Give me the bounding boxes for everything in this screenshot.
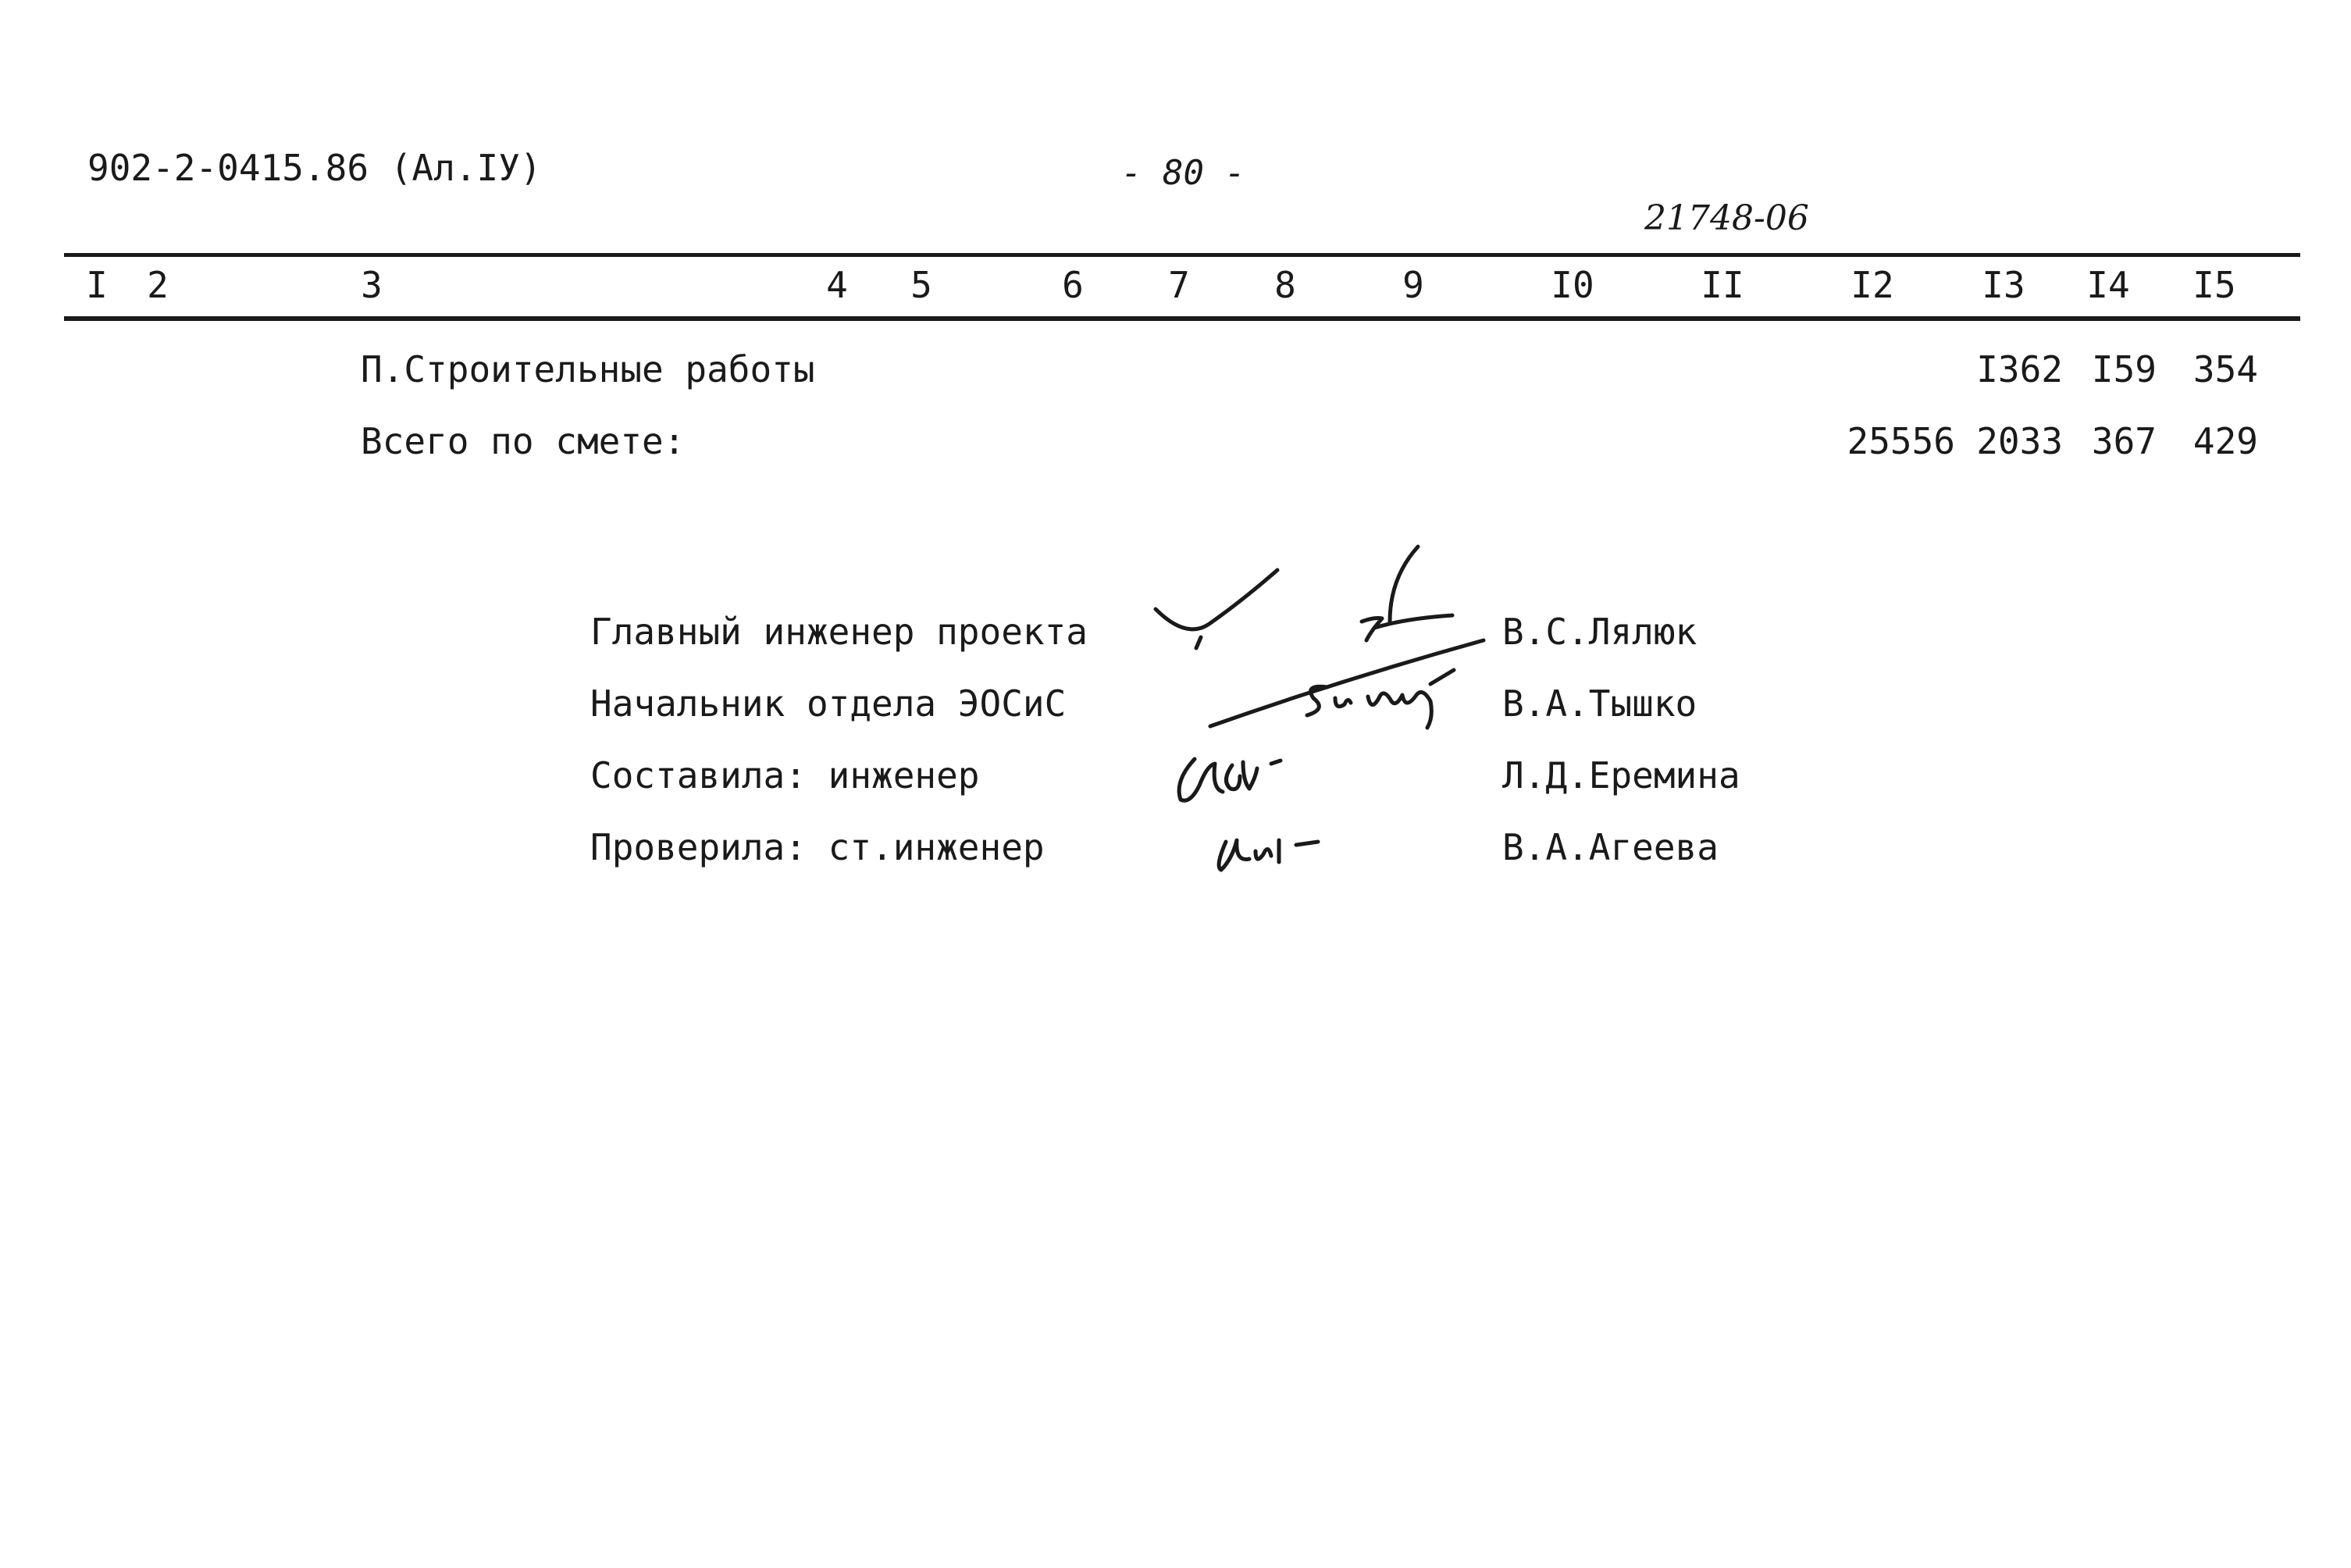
- signature-role: Проверила: ст.инженер: [590, 826, 1045, 868]
- cell-col13: I362: [1976, 348, 2063, 390]
- cell-col14: I59: [2091, 348, 2157, 390]
- column-header-12: I2: [1851, 264, 1894, 306]
- signature-role: Составила: инженер: [590, 754, 980, 796]
- column-header-13: I3: [1982, 264, 2025, 306]
- column-header-14: I4: [2086, 264, 2130, 306]
- signature-name: В.А.Агеева: [1502, 826, 1719, 868]
- signature-role: Главный инженер проекта: [590, 611, 1088, 653]
- column-header-11: II: [1701, 264, 1744, 306]
- column-header-1: I: [86, 264, 108, 306]
- column-header-8: 8: [1274, 264, 1296, 306]
- handwritten-signatures: [1140, 531, 1499, 890]
- column-header-4: 4: [826, 264, 848, 306]
- cell-col14: 367: [2091, 420, 2157, 462]
- reference-number: 21748-06: [1644, 198, 1809, 238]
- cell-col12: 25556: [1847, 420, 1955, 462]
- column-header-3: 3: [361, 264, 383, 306]
- cell-col15: 429: [2192, 420, 2258, 462]
- column-header-15: I5: [2192, 264, 2236, 306]
- column-header-10: I0: [1551, 264, 1594, 306]
- column-header-6: 6: [1062, 264, 1084, 306]
- document-code: 902-2-0415.86 (Ал.IУ): [87, 147, 542, 189]
- row-label: Всего по смете:: [361, 420, 686, 462]
- signature-role: Начальник отдела ЭОСиС: [590, 682, 1067, 725]
- cell-col13: 2033: [1976, 420, 2063, 462]
- signature-name: В.А.Тышко: [1502, 682, 1697, 725]
- cell-col15: 354: [2192, 348, 2258, 390]
- signature-name: Л.Д.Еремина: [1502, 754, 1740, 796]
- signature-name: В.С.Лялюк: [1502, 611, 1697, 653]
- column-header-2: 2: [147, 264, 169, 306]
- row-label: П.Строительные работы: [361, 348, 815, 390]
- table-header-bottom-rule: [64, 316, 2300, 321]
- column-header-5: 5: [910, 264, 932, 306]
- column-header-7: 7: [1168, 264, 1190, 306]
- page-number: - 80 -: [1121, 153, 1245, 193]
- column-header-9: 9: [1402, 264, 1424, 306]
